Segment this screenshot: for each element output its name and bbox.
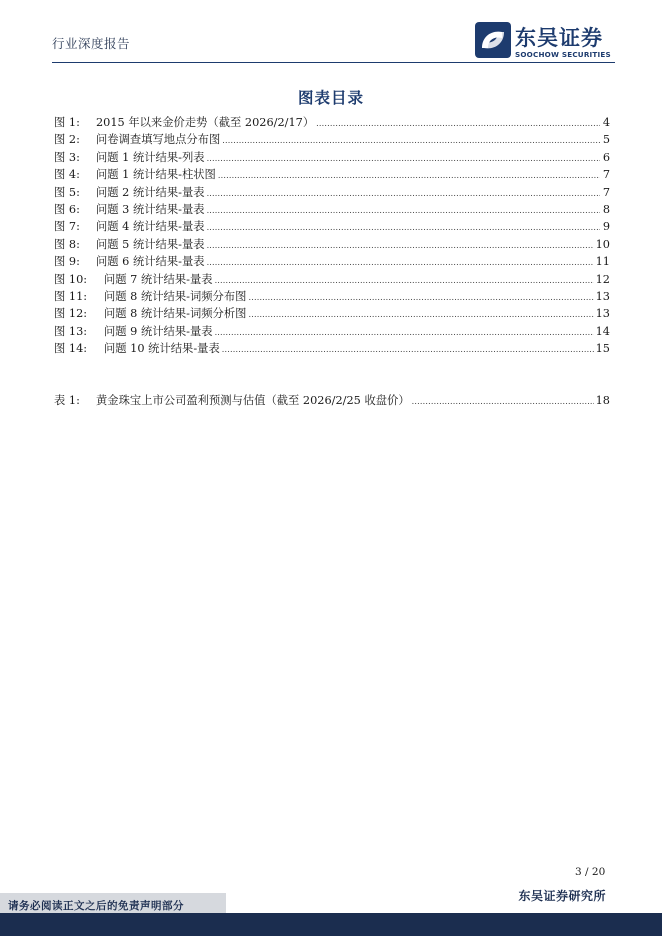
footer-firm-name: 东吴证券研究所 [518, 889, 606, 903]
toc-entry-label: 图 2: [54, 133, 80, 147]
table-toc-list [54, 392, 610, 409]
toc-entry-label: 图 6: [54, 202, 80, 216]
toc-entry-label: 表 1: [54, 394, 80, 407]
toc-leader-dots [222, 132, 600, 149]
toc-entry[interactable] [54, 149, 610, 166]
toc-entry-text: 问题 1 统计结果-列表 [96, 150, 205, 164]
toc-entry-text: 问题 4 统计结果-量表 [96, 220, 205, 234]
toc-entry-label: 图 9: [54, 255, 80, 269]
toc-leader-dots [412, 393, 594, 410]
toc-entry-label: 图 13: [54, 324, 88, 338]
logo-chinese-name: 东吴证券 [515, 26, 603, 50]
toc-leader-dots [207, 185, 600, 202]
disclaimer-text: 请务必阅读正文之后的免责声明部分 [8, 900, 184, 912]
toc-entry-page: 9 [602, 220, 610, 234]
toc-entry-label: 图 5: [54, 185, 80, 199]
toc-entry[interactable] [54, 253, 610, 270]
toc-entry-page: 4 [602, 116, 610, 129]
toc-entry-text: 问题 8 统计结果-词频分布图 [104, 289, 247, 303]
toc-leader-dots [207, 237, 594, 254]
toc-leader-dots [222, 341, 594, 358]
toc-entry-label: 图 4: [54, 168, 80, 182]
toc-entry-text: 问题 5 统计结果-量表 [96, 237, 205, 251]
toc-entry-text: 问题 2 统计结果-量表 [96, 185, 205, 199]
toc-entry-label: 图 11: [54, 289, 88, 303]
soochow-logo-icon [475, 22, 511, 58]
toc-leader-dots [248, 289, 593, 306]
toc-entry-text: 黄金珠宝上市公司盈利预测与估值（截至 2026/2/25 收盘价） [96, 394, 410, 407]
toc-entry-page: 15 [595, 342, 610, 356]
page-indicator: 3 / 20 [575, 866, 606, 878]
toc-title: 图表目录 [297, 89, 364, 107]
toc-entry-text: 问题 1 统计结果-柱状图 [96, 168, 216, 182]
toc-entry-page: 7 [602, 168, 610, 182]
toc-entry-page: 8 [602, 202, 610, 216]
toc-leader-dots [248, 306, 593, 323]
toc-leader-dots [207, 254, 594, 271]
toc-entry[interactable] [54, 236, 610, 253]
toc-entry-label: 图 1: [54, 116, 80, 129]
toc-entry[interactable] [54, 340, 610, 357]
toc-leader-dots [218, 167, 600, 184]
toc-entry[interactable] [54, 184, 610, 201]
toc-leader-dots [316, 115, 600, 132]
toc-entry-label: 图 12: [54, 307, 88, 321]
toc-entry-text: 问题 9 统计结果-量表 [104, 324, 213, 338]
header-divider [52, 62, 615, 63]
company-logo [475, 22, 625, 62]
figure-toc-list [54, 114, 610, 357]
toc-entry-page: 10 [595, 237, 610, 251]
toc-entry-label: 图 10: [54, 272, 88, 286]
logo-english-name: SOOCHOW SECURITIES [515, 50, 611, 59]
toc-leader-dots [215, 324, 594, 341]
toc-entry[interactable] [54, 288, 610, 305]
toc-entry-label: 图 8: [54, 237, 80, 251]
toc-entry-page: 5 [602, 133, 610, 147]
toc-entry[interactable] [54, 271, 610, 288]
toc-entry-text: 问题 3 统计结果-量表 [96, 202, 205, 216]
toc-entry-page: 13 [595, 307, 610, 321]
toc-leader-dots [207, 219, 600, 236]
toc-entry-text: 问题 7 统计结果-量表 [104, 272, 213, 286]
toc-leader-dots [207, 150, 600, 167]
toc-entry[interactable] [54, 305, 610, 322]
toc-entry-page: 12 [595, 272, 610, 286]
toc-entry[interactable] [54, 201, 610, 218]
toc-entry-text: 问题 10 统计结果-量表 [104, 342, 220, 356]
toc-leader-dots [207, 202, 600, 219]
toc-entry-page: 18 [595, 394, 610, 407]
toc-entry-text: 问卷调查填写地点分布图 [96, 133, 221, 147]
toc-entry-page: 13 [595, 289, 610, 303]
toc-entry-label: 图 3: [54, 150, 80, 164]
toc-entry[interactable] [54, 323, 610, 340]
report-category: 行业深度报告 [52, 36, 131, 51]
toc-entry[interactable] [54, 218, 610, 235]
toc-entry-text: 2015 年以来金价走势（截至 2026/2/17） [96, 116, 315, 129]
toc-entry-page: 6 [602, 150, 610, 164]
toc-leader-dots [215, 272, 594, 289]
toc-entry-page: 14 [595, 324, 610, 338]
toc-entry-page: 11 [595, 255, 610, 269]
toc-entry-text: 问题 6 统计结果-量表 [96, 255, 205, 269]
toc-entry[interactable] [54, 114, 610, 131]
toc-entry-page: 7 [602, 185, 610, 199]
footer-bar [0, 913, 662, 936]
toc-entry-label: 图 7: [54, 220, 80, 234]
toc-entry[interactable] [54, 166, 610, 183]
toc-entry[interactable] [54, 392, 610, 409]
toc-entry-text: 问题 8 统计结果-词频分析图 [104, 307, 247, 321]
toc-entry[interactable] [54, 131, 610, 148]
toc-entry-label: 图 14: [54, 342, 88, 356]
